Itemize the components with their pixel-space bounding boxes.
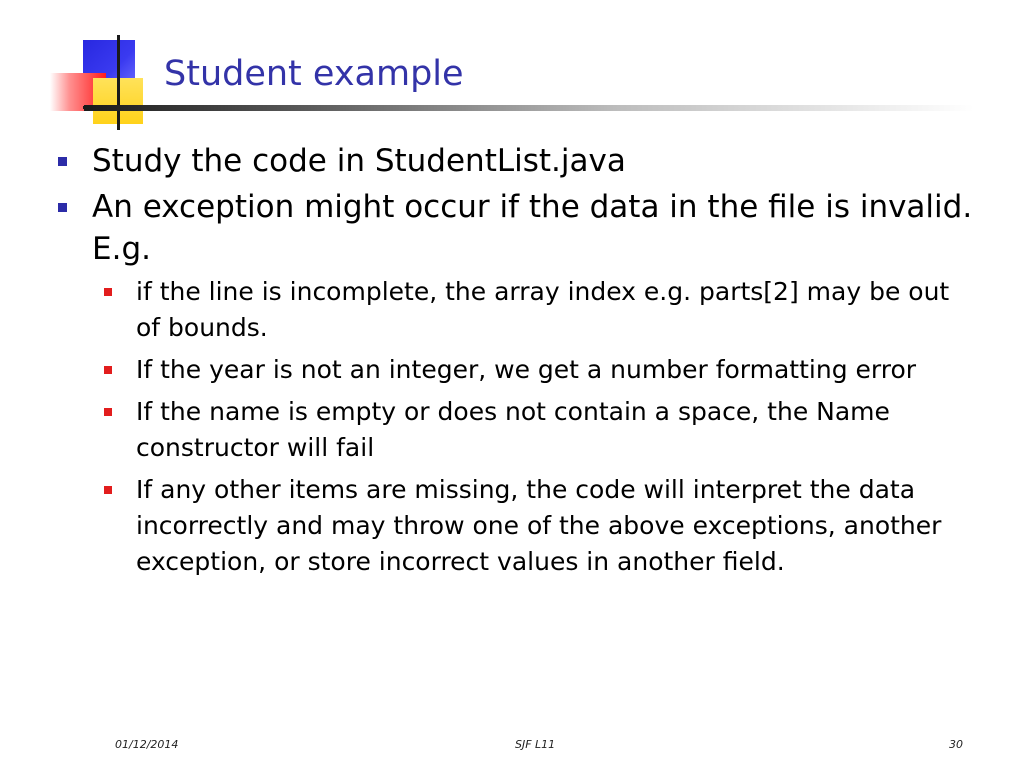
small-square-bullet-icon [104, 486, 112, 494]
sub-bullet-text: if the line is incomplete, the array index e.g. parts[2] may be out of bounds. [136, 277, 950, 342]
sub-bullet-text: If the year is not an integer, we get a number formatting error [136, 355, 917, 384]
slide-body [58, 140, 978, 584]
bullet-text: An exception might occur if the data in the file is invalid. E.g. [92, 189, 973, 267]
footer-date: 01/12/2014 [115, 738, 179, 751]
slide-title: Student example [164, 54, 464, 94]
sub-bullet-item-name-empty [104, 394, 978, 466]
sub-bullet-item-incomplete-line [104, 274, 978, 346]
square-bullet-icon [58, 157, 67, 166]
square-bullet-icon [58, 203, 67, 212]
title-underline-rule [84, 105, 974, 111]
sub-bullet-text: If any other items are missing, the code will interpret the data incorrectly and may throw one of the above exceptions, another exception, or store incorrect values in another field. [136, 475, 942, 576]
bullet-item-study-code [58, 140, 978, 182]
small-square-bullet-icon [104, 288, 112, 296]
sub-bullet-text: If the name is empty or does not contain a space, the Name constructor will fail [136, 397, 890, 462]
overlapping-squares-logo-icon [50, 35, 170, 130]
sub-bullet-item-year-not-integer [104, 352, 978, 388]
footer-course-label: SJF L11 [515, 738, 556, 751]
sub-bullet-item-other-missing [104, 472, 978, 580]
logo-vertical-line [117, 35, 120, 130]
bullet-text: Study the code in StudentList.java [92, 143, 626, 179]
small-square-bullet-icon [104, 408, 112, 416]
small-square-bullet-icon [104, 366, 112, 374]
footer-page-number: 30 [949, 738, 963, 751]
bullet-item-exception [58, 186, 978, 270]
